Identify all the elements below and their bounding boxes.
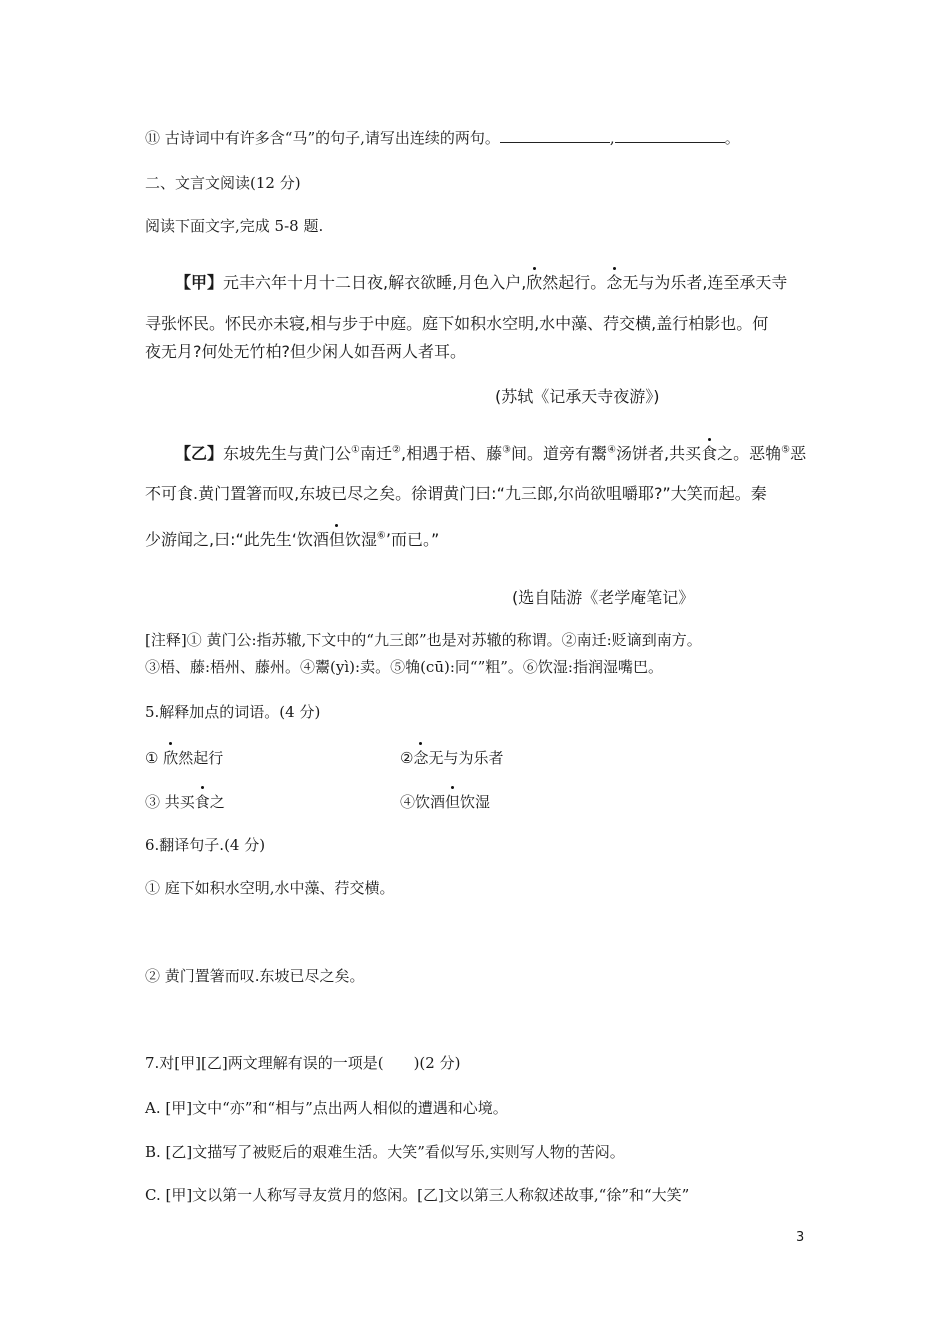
notes-line-2: ③梧、藤:梧州、藤州。④鬻(yì):卖。⑤觕(cū):同“”粗”。⑥饮湿:指润湿嘴巴。	[145, 658, 663, 676]
footnote-marker: ③	[502, 444, 512, 456]
q11-text: 古诗词中有许多含“马”的句子,请写出连续的两句。	[164, 129, 500, 147]
text-span: 然起行。	[542, 273, 607, 292]
text-span: 无与为乐者	[428, 749, 504, 767]
passage-jia-label: 【甲】	[175, 273, 224, 292]
text-span: ②	[400, 749, 414, 767]
footnote-marker: ④	[607, 444, 617, 456]
dotted-char: 欣	[526, 273, 543, 292]
dotted-char: 食	[701, 444, 718, 463]
passage-jia-line-2: 寻张怀民。怀民亦未寝,相与步于中庭。庭下如积水空明,水中藻、荇交横,盖行柏影也。何	[145, 314, 769, 333]
passage-yi-line-1	[175, 444, 806, 464]
q7-option-c[interactable]: C. [甲]文以第一人称写寻友赏月的悠闲。[乙]文以第三人称叙述故事,“徐”和“大笑”	[145, 1186, 690, 1204]
text-span: 间。道旁有鬻	[511, 444, 608, 463]
text-span: 汤饼者,共买	[616, 444, 702, 463]
question-5-title: 5.解释加点的词语。(4 分)	[145, 703, 321, 721]
text-span: ③ 共买	[145, 793, 195, 811]
passage-jia-source: (苏轼《记承天寺夜游》)	[495, 387, 660, 406]
text-span: 南迁	[360, 444, 393, 463]
text-span: 之。恶	[717, 444, 766, 463]
text-span: ①	[145, 749, 164, 767]
section-2-instruction: 阅读下面文字,完成 5-8 题.	[145, 217, 324, 235]
passage-yi-line-3	[145, 530, 439, 550]
text-span: ’而已。”	[385, 530, 440, 549]
dotted-char: 但	[328, 530, 345, 549]
question-7-title: 7.对[甲][乙]两文理解有误的一项是( )(2 分)	[145, 1054, 461, 1072]
q6-sentence-2: ② 黄门置箸而叹.东坡已尽之矣。	[145, 967, 365, 985]
question-6-title: 6.翻译句子.(4 分)	[145, 836, 266, 854]
dotted-char: 但	[445, 793, 461, 811]
q7-option-b[interactable]: B. [乙]文描写了被贬后的艰难生活。大笑”看似写乐,实则写人物的苦闷。	[145, 1143, 625, 1161]
text-span: 之	[209, 793, 225, 811]
q5-item-1	[145, 748, 223, 768]
q11-separator: ,	[609, 129, 615, 147]
text-span: 东坡先生与黄门公	[223, 444, 352, 463]
dotted-char: 欣	[163, 749, 179, 767]
text-span: ④饮酒	[400, 793, 446, 811]
text-span: 恶	[790, 444, 807, 463]
text-span: 元丰六年十月十二日夜,解衣欲睡,月色入户,	[223, 273, 527, 292]
text-span: 然起行	[178, 749, 224, 767]
q6-sentence-1: ① 庭下如积水空明,水中藻、荇交横。	[145, 879, 395, 897]
footnote-marker: ①	[351, 444, 360, 456]
passage-yi-label: 【乙】	[175, 444, 224, 463]
footnote-marker: ②	[392, 444, 401, 456]
text-span: 觕	[765, 444, 782, 463]
q7-option-a[interactable]: A. [甲]文中“亦”和“相与”点出两人相似的遭遇和心境。	[145, 1099, 508, 1117]
passage-yi-source: (选自陆游《老学庵笔记》	[512, 588, 695, 607]
text-span: 无与为乐者,连至承天寺	[622, 273, 788, 292]
question-11	[145, 128, 740, 148]
dotted-char: 念	[413, 749, 429, 767]
section-2-title: 二、文言文阅读(12 分)	[145, 174, 301, 192]
footnote-marker: ⑤	[781, 444, 791, 456]
text-span: ,相遇于梧、藤	[400, 444, 503, 463]
q5-item-4	[400, 792, 490, 812]
passage-jia-line-3: 夜无月?何处无竹柏?但少闲人如吾两人者耳。	[145, 342, 466, 361]
q11-end: 。	[724, 129, 740, 147]
dotted-char: 食	[194, 793, 210, 811]
text-span: 饮湿	[344, 530, 377, 549]
passage-yi-line-2: 不可食.黄门置箸而叹,东坡已尽之矣。徐谓黄门曰:“九三郎,尔尚欲咀嚼耶?”大笑而起。秦	[145, 484, 767, 503]
answer-blank-2[interactable]	[615, 128, 725, 143]
text-span: 饮湿	[460, 793, 491, 811]
text-span: 少游闻之,曰:“此先生‘饮酒	[145, 530, 329, 549]
passage-jia-line-1	[175, 273, 787, 293]
notes-line-1: [注释]① 黄门公:指苏辙,下文中的“九三郎”也是对苏辙的称谓。②南迁:贬谪到南方。	[145, 631, 702, 649]
footnote-marker: ⑥	[376, 530, 386, 542]
q11-number: ⑪	[145, 129, 161, 147]
q5-item-3	[145, 792, 225, 812]
q5-item-2	[400, 748, 503, 768]
answer-blank-1[interactable]	[500, 128, 610, 143]
dotted-char: 念	[606, 273, 623, 292]
page-number: 3	[796, 1230, 805, 1245]
